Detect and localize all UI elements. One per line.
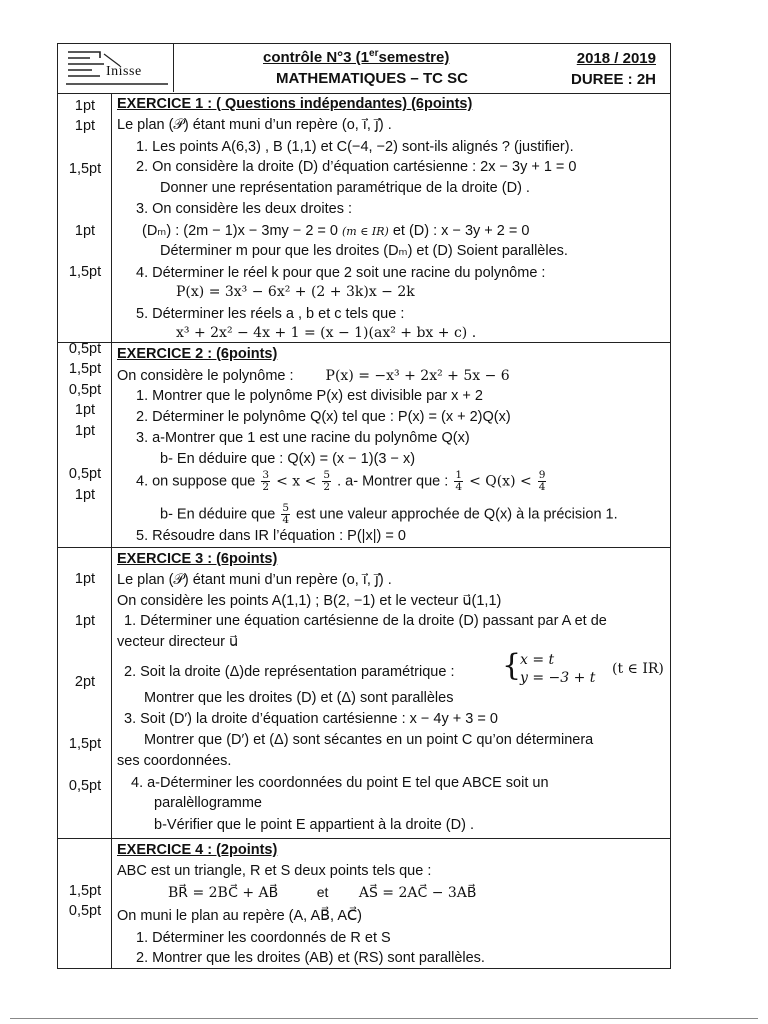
ex4-line: 2. Montrer que les droites (AB) et (RS) sont parallèles. <box>136 950 485 966</box>
ex2-line: b- En déduire que : Q(x) = (x − 1)(3 − x) <box>160 451 416 467</box>
points-label: 1pt <box>74 98 96 114</box>
ex3-line: vecteur directeur u⃗ <box>117 634 239 650</box>
points-label: 2pt <box>74 674 96 690</box>
exercise-2-title: EXERCICE 2 : (6points) <box>117 346 278 362</box>
points-label: 1,5pt <box>68 883 102 899</box>
system-eq1: x = t <box>520 652 555 668</box>
points-label: 0,5pt <box>68 341 102 357</box>
system-eq2: y = −3 + t <box>520 670 596 686</box>
ex1-line: (Dₘ) : (2m − 1)x − 3my − 2 = 0 (m ∈ IR) et (D) : x − 3y + 2 = 0 <box>142 223 530 239</box>
ex1-line: 3. On considère les deux droites : <box>136 201 353 217</box>
ex1-line: Donner une représentation paramétrique de la droite (D) . <box>160 180 530 196</box>
points-label: 0,5pt <box>68 466 102 482</box>
points-label: 1pt <box>74 402 96 418</box>
exam-subject: MATHEMATIQUES – TC SC <box>276 70 468 87</box>
ex2-line: 4. on suppose que $\frac{3}{2}$ < x < $\frac{5}{2}$ . a- Montrer que : $\frac{1}{4}$ < Q(x) < $\frac{9}{4}$ <box>136 469 546 493</box>
points-label: 1pt <box>74 118 96 134</box>
points-label: 0,5pt <box>68 903 102 919</box>
ex1-line: 1. Les points A(6,3) , B (1,1) et C(−4, −2) sont-ils alignés ? (justifier). <box>136 139 574 155</box>
ex1-line: 4. Déterminer le réel k pour que 2 soit une racine du polynôme : <box>136 265 546 281</box>
page-bottom-rule <box>10 1018 758 1019</box>
ex1-line: Le plan (𝒫) étant muni d’un repère (o, i⃗, j⃗) . <box>117 117 392 133</box>
ex2-line: 5. Résoudre dans IR l’équation : P(|x|) = 0 <box>136 528 406 544</box>
points-label: 0,5pt <box>68 778 102 794</box>
exercise-4-title: EXERCICE 4 : (2points) <box>117 842 278 858</box>
ex2-line: On considère le polynôme : P(x) = −x³ + 2x² + 5x − 6 <box>117 368 510 384</box>
ex3-line: 4. a-Déterminer les coordonnées du point E tel que ABCE soit un <box>131 775 549 791</box>
points-label: 0,5pt <box>68 382 102 398</box>
logo-text: Inisse <box>106 64 142 79</box>
system-brace: { <box>502 648 522 683</box>
points-label: 1,5pt <box>68 264 102 280</box>
exam-sheet <box>57 43 671 969</box>
ex1-line: Déterminer m pour que les droites (Dₘ) et (D) Soient parallèles. <box>160 243 568 259</box>
ex2-line: b- En déduire que $\frac{5}{4}$ est une valeur approchée de Q(x) à la précision 1. <box>160 502 618 526</box>
points-label: 1,5pt <box>68 361 102 377</box>
ex2-line: 1. Montrer que le polynôme P(x) est divisible par x + 2 <box>136 388 483 404</box>
exam-title: contrôle N°3 (1ersemestre) <box>263 48 450 66</box>
ex3-line: Le plan (𝒫) étant muni d’un repère (o, i⃗, j⃗) . <box>117 572 392 588</box>
points-label: 1,5pt <box>68 736 102 752</box>
ex3-line: On considère les points A(1,1) ; B(2, −1) et le vecteur u⃗(1,1) <box>117 593 502 609</box>
points-label: 1pt <box>74 613 96 629</box>
school-year: 2018 / 2019 <box>576 50 656 67</box>
ex1-line: 2. On considère la droite (D) d’équation cartésienne : 2x − 3y + 1 = 0 <box>136 159 577 175</box>
ex3-line: ses coordonnées. <box>117 753 232 769</box>
ex1-line: 5. Déterminer les réels a , b et c tels que : <box>136 306 405 322</box>
ex4-vectors: BR⃗ = 2BC⃗ + AB⃗ et AS⃗ = 2AC⃗ − 3AB⃗ <box>168 884 477 901</box>
ex4-line: On muni le plan au repère (A, AB⃗, AC⃗) <box>117 908 362 924</box>
points-label: 1pt <box>74 571 96 587</box>
ex1-polynomial: P(x) = 3x³ − 6x² + (2 + 3k)x − 2k <box>176 284 415 300</box>
ex2-line: 3. a-Montrer que 1 est une racine du polynôme Q(x) <box>136 430 470 446</box>
points-label: 1,5pt <box>68 161 102 177</box>
separator-ex3 <box>58 547 670 548</box>
separator-ex2 <box>58 342 670 343</box>
ex3-line: paralèllogramme <box>154 795 262 811</box>
points-label: 1pt <box>74 487 96 503</box>
points-label: 1pt <box>74 423 96 439</box>
separator-ex4 <box>58 838 670 839</box>
ex4-line: ABC est un triangle, R et S deux points tels que : <box>117 863 432 879</box>
ex3-line: b-Vérifier que le point E appartient à la droite (D) . <box>154 817 474 833</box>
exam-header <box>58 44 670 94</box>
ex2-line: 2. Déterminer le polynôme Q(x) tel que : P(x) = (x + 2)Q(x) <box>136 409 511 425</box>
ex3-line: Montrer que (D′) et (Δ) sont sécantes en un point C qu’on déterminera <box>144 732 594 748</box>
exercise-3-title: EXERCICE 3 : (6points) <box>117 551 278 567</box>
ex1-identity: x³ + 2x² − 4x + 1 = (x − 1)(ax² + bx + c) . <box>176 325 477 341</box>
system-param: (t ∈ IR) <box>612 661 664 677</box>
exam-duration: DUREE : 2H <box>570 71 656 88</box>
points-label: 1pt <box>74 223 96 239</box>
ex3-line: Montrer que les droites (D) et (Δ) sont parallèles <box>144 690 454 706</box>
ex4-line: 1. Déterminer les coordonnés de R et S <box>136 930 391 946</box>
ex3-line: 2. Soit la droite (Δ)de représentation paramétrique : <box>124 664 455 680</box>
ex3-line: 1. Déterminer une équation cartésienne de la droite (D) passant par A et de <box>124 613 607 629</box>
ex3-line: 3. Soit (D′) la droite d’équation cartésienne : x − 4y + 3 = 0 <box>124 711 498 727</box>
logo-cell <box>58 44 174 92</box>
exercise-1-title: EXERCICE 1 : ( Questions indépendantes) (6points) <box>117 96 473 112</box>
